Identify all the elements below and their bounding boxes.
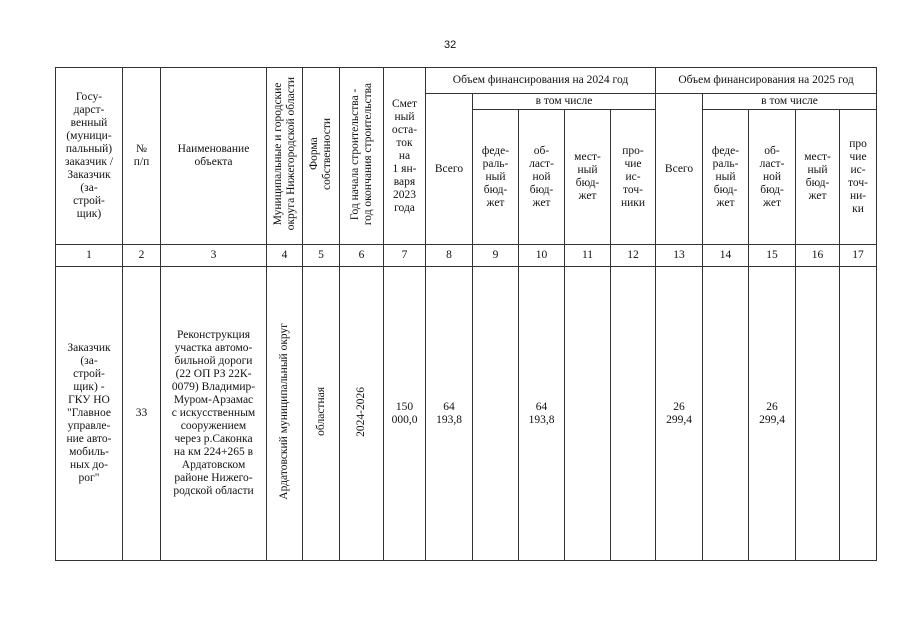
- header-district-cell: [267, 68, 303, 245]
- header-including-2024: в том числе: [473, 94, 656, 110]
- column-number: 6: [340, 245, 384, 267]
- column-number: 1: [56, 245, 123, 267]
- years-value: 2024-2026: [355, 386, 367, 437]
- column-number: 7: [384, 245, 426, 267]
- local-2024-cell: [565, 267, 611, 561]
- column-number: 15: [749, 245, 796, 267]
- regional-2025-cell: 26 299,4: [749, 267, 796, 561]
- column-number: 13: [656, 245, 703, 267]
- column-number: 5: [303, 245, 340, 267]
- regional-2024-cell: 64 193,8: [519, 267, 565, 561]
- header-estimate-balance: Смет ный оста- ток на 1 ян- варя 2023 года: [384, 68, 426, 245]
- column-number: 16: [796, 245, 840, 267]
- header-federal-2025: феде- раль- ный бюд- жет: [703, 110, 749, 245]
- header-customer: Госу- дарст- венный (муници- пальный) заказчик / Заказчик (за- строй- щик): [56, 68, 123, 245]
- estimate-balance-cell: 150 000,0: [384, 267, 426, 561]
- table-row: [56, 267, 877, 561]
- column-number-row: [56, 245, 877, 267]
- total-2024-cell: 64 193,8: [426, 267, 473, 561]
- ownership-cell: [303, 267, 340, 561]
- local-2025-cell: [796, 267, 840, 561]
- header-total-2025: Всего: [656, 94, 703, 245]
- header-ownership: Форма собственности: [308, 118, 333, 190]
- column-number: 4: [267, 245, 303, 267]
- header-local-2024: мест- ный бюд- жет: [565, 110, 611, 245]
- district-value: Ардатовский муниципальный округ: [278, 323, 290, 500]
- header-regional-2025: об- ласт- ной бюд- жет: [749, 110, 796, 245]
- federal-2025-cell: [703, 267, 749, 561]
- object-name-cell: Реконструкция участка автомо- бильной дороги (22 ОП РЗ 22К- 0079) Владимир- Муром-Арзамас с искусственным сооружением через р.Саконка на км 224+265 в Ардатовском районе Нижего- родской области: [161, 267, 267, 561]
- header-federal-2024: феде- раль- ный бюд- жет: [473, 110, 519, 245]
- header-regional-2024: об- ласт- ной бюд- жет: [519, 110, 565, 245]
- header-ownership-cell: [303, 68, 340, 245]
- federal-2024-cell: [473, 267, 519, 561]
- other-2024-cell: [611, 267, 656, 561]
- column-number: 3: [161, 245, 267, 267]
- page-number: 32: [444, 39, 457, 51]
- customer-cell: Заказчик (за- строй- щик) - ГКУ НО "Главное управле- ние авто- мобиль- ных до- рог": [56, 267, 123, 561]
- total-2025-cell: 26 299,4: [656, 267, 703, 561]
- header-other-2025: про чие ис- точ- ни- ки: [840, 110, 877, 245]
- header-local-2025: мест- ный бюд- жет: [796, 110, 840, 245]
- header-number: № п/п: [123, 68, 161, 245]
- column-number: 14: [703, 245, 749, 267]
- column-number: 17: [840, 245, 877, 267]
- financing-table: [55, 67, 877, 561]
- header-years-cell: [340, 68, 384, 245]
- header-including-2025: в том числе: [703, 94, 877, 110]
- header-object-name: Наименование объекта: [161, 68, 267, 245]
- column-number: 9: [473, 245, 519, 267]
- header-financing-2025: Объем финансирования на 2025 год: [656, 68, 877, 94]
- header-total-2024: Всего: [426, 94, 473, 245]
- column-number: 12: [611, 245, 656, 267]
- ownership-value: областная: [314, 387, 327, 436]
- row-number-cell: 33: [123, 267, 161, 561]
- other-2025-cell: [840, 267, 877, 561]
- column-number: 10: [519, 245, 565, 267]
- column-number: 8: [426, 245, 473, 267]
- years-cell: [340, 267, 384, 561]
- header-years: Год начала строительства - год окончания строительства: [348, 82, 374, 226]
- header-other-2024: про- чие ис- точ- ники: [611, 110, 656, 245]
- column-number: 11: [565, 245, 611, 267]
- column-number: 2: [123, 245, 161, 267]
- header-district: Муниципальные и городские округа Нижегородской области: [271, 77, 297, 231]
- header-financing-2024: Объем финансирования на 2024 год: [426, 68, 656, 94]
- district-cell: [267, 267, 303, 561]
